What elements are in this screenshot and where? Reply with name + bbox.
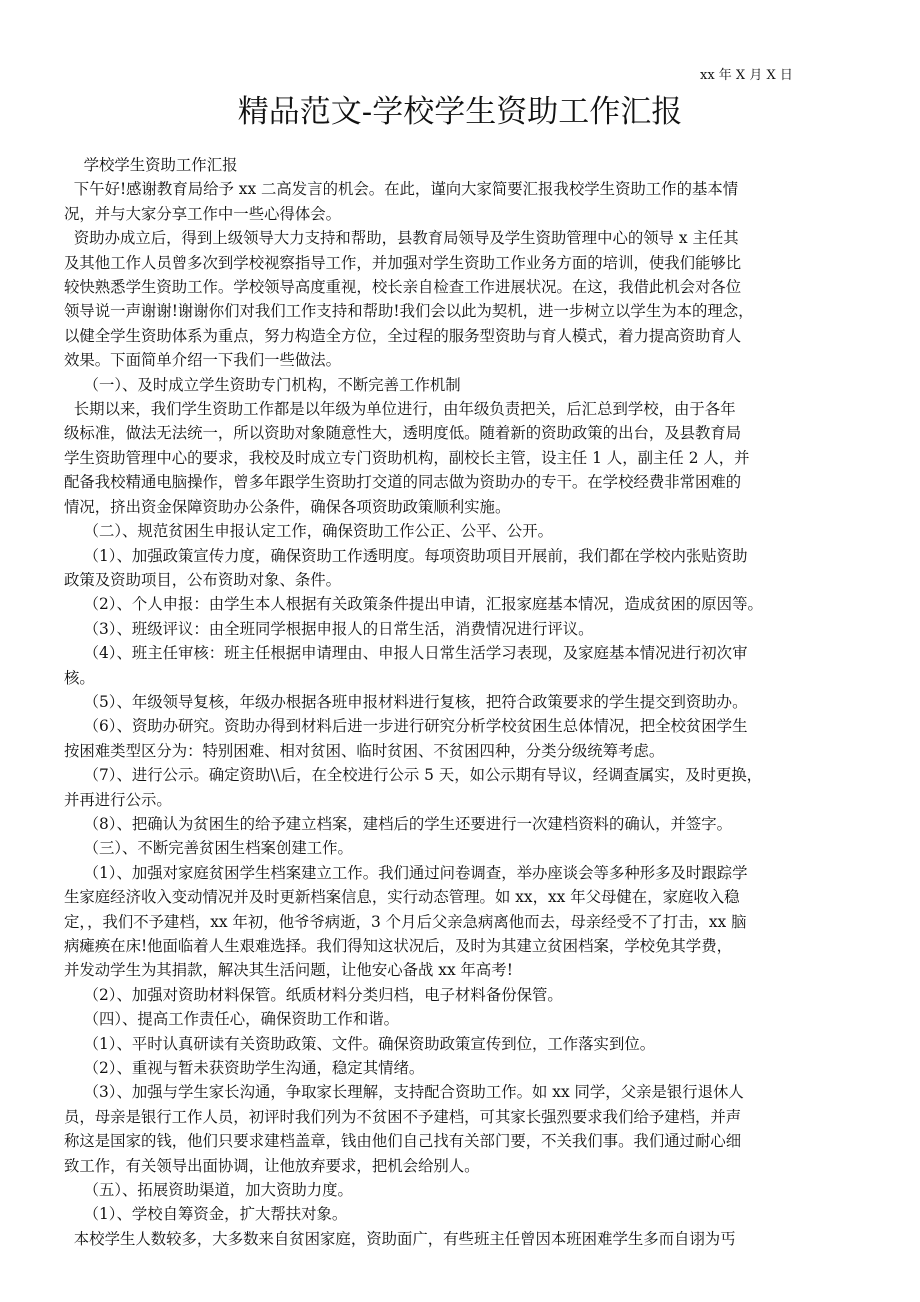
paragraph-line: 况，并与大家分享工作中一些心得体会。: [64, 204, 342, 223]
paragraph-line: 资助办成立后，得到上级领导大力支持和帮助，县教育局领导及学生资助管理中心的领导 x 主任其: [64, 229, 739, 248]
paragraph-line: （4）、班主任审核：班主任根据申请理由、申报人日常生活学习表现，及家庭基本情况进行初次审: [64, 644, 748, 663]
paragraph-line: 配备我校精通电脑操作，曾多年跟学生资助打交道的同志做为资助办的专干。在学校经费非常困难的: [64, 473, 742, 492]
paragraph-line: （6）、资助办研究。资助办得到材料后进一步进行研究分析学校贫困生总体情况，把全校贫困学生: [64, 717, 748, 736]
paragraph-line: （1）、加强对家庭贫困学生档案建立工作。我们通过问卷调查，举办座谈会等多种形多及时跟踪学: [64, 863, 748, 882]
paragraph-line: 并再进行公示。: [64, 790, 172, 809]
paragraph-line: 定，，我们不予建档，xx 年初，他爷爷病逝，3 个月后父亲急病离他而去，母亲经受不了打击，xx 脑: [64, 912, 747, 931]
paragraph-line: 本校学生人数较多，大多数来自贫困家庭，资助面广，有些班主任曾因本班困难学生多而自诩为丐: [64, 1229, 736, 1248]
paragraph-line: 病瘫痪在床!他面临着人生艰难选择。我们得知这状况后，及时为其建立贫困档案，学校免其学费，: [64, 937, 732, 955]
paragraph-line: 长期以来，我们学生资助工作都是以年级为单位进行，由年级负责把关，后汇总到学校，由于各年: [64, 400, 736, 419]
paragraph-line: 政策及资助项目，公布资助对象、条件。: [64, 570, 342, 589]
paragraph-line: （四）、提高工作责任心，确保资助工作和谐。: [64, 1010, 400, 1029]
paragraph-line: （一）、及时成立学生资助专门机构，不断完善工作机制: [64, 375, 461, 394]
paragraph-line: 致工作，有关领导出面协调，让他放弃要求，把机会给别人。: [64, 1156, 480, 1175]
paragraph-line: （2）、重视与暂未获资助学生沟通，稳定其情绪。: [64, 1059, 425, 1078]
paragraph-line: 较快熟悉学生资助工作。学校领导高度重视，校长亲自检查工作进展状况。在这，我借此机会对各位: [64, 278, 742, 297]
paragraph-line: 及其他工作人员曾多次到学校视察指导工作，并加强对学生资助工作业务方面的培训，使我们能够比: [64, 253, 742, 272]
document-date: xx 年 X 月 X 日: [700, 68, 793, 83]
paragraph-line: 情况，挤出资金保障资助办公条件，确保各项资助政策顺利实施。: [64, 497, 511, 516]
paragraph-line: 学生资助管理中心的要求，我校及时成立专门资助机构，副校长主管，设主任 1 人，副主任 2 人，并: [64, 448, 750, 467]
paragraph-line: 核。: [64, 668, 95, 687]
paragraph-line: 下午好!感谢教育局给予 xx 二高发言的机会。在此，谨向大家简要汇报我校学生资助工作的基本情: [64, 180, 739, 199]
paragraph-line: 并发动学生为其捐款，解决其生活问题，让他安心备战 xx 年高考!: [64, 961, 513, 980]
paragraph-line: 员，母亲是银行工作人员，初评时我们列为不贫困不予建档，可其家长强烈要求我们给予建档，并声: [64, 1107, 742, 1126]
paragraph-line: （1）、学校自筹资金，扩大帮扶对象。: [64, 1205, 348, 1224]
paragraph-line: （7）、进行公示。确定资助\\后，在全校进行公示 5 天，如公示期有导议，经调查属实，及时更换，: [64, 766, 763, 785]
paragraph-line: 称这是国家的钱，他们只要求建档盖章，钱由他们自己找有关部门要，不关我们事。我们通过耐心细: [64, 1132, 742, 1151]
document-title: 精品范文-学校学生资助工作汇报: [237, 94, 683, 130]
paragraph-line: （2）、个人申报：由学生本人根据有关政策条件提出申请，汇报家庭基本情况，造成贫困的原因等。: [64, 595, 763, 614]
paragraph-line: 按困难类型区分为：特别困难、相对贫困、临时贫困、不贫困四种，分类分级统筹考虑。: [64, 741, 665, 760]
paragraph-line: （三）、不断完善贫困生档案创建工作。: [64, 839, 353, 858]
paragraph-line: 以健全学生资助体系为重点，努力构造全方位，全过程的服务型资助与育人模式，着力提高资助育人: [64, 326, 742, 345]
paragraph-line: 领导说一声谢谢!谢谢你们对我们工作支持和帮助!我们会以此为契机，进一步树立以学生为本的理念，: [64, 302, 754, 321]
paragraph-line: （3）、加强与学生家长沟通，争取家长理解，支持配合资助工作。如 xx 同学，父亲是银行退休人: [64, 1083, 744, 1102]
paragraph-line: （5）、年级领导复核，年级办根据各班申报材料进行复核，把符合政策要求的学生提交到资助办。: [64, 692, 748, 711]
paragraph-line: （8）、把确认为贫困生的给予建立档案，建档后的学生还要进行一次建档资料的确认，并签字。: [64, 814, 733, 833]
paragraph-line: 学校学生资助工作汇报: [64, 156, 238, 174]
paragraph-line: 生家庭经济收入变动情况并及时更新档案信息，实行动态管理。如 xx，xx 年父母健在，家庭收入稳: [64, 888, 740, 907]
paragraph-line: （二）、规范贫困生申报认定工作，确保资助工作公正、公平、公开。: [64, 522, 553, 541]
paragraph-line: 效果。下面简单介绍一下我们一些做法。: [64, 351, 342, 370]
document-body: [64, 153, 864, 1251]
paragraph-line: （3）、班级评议：由全班同学根据申报人的日常生活，消费情况进行评议。: [64, 619, 594, 638]
paragraph-line: （五）、拓展资助渠道，加大资助力度。: [64, 1181, 353, 1200]
paragraph-line: （1）、平时认真研读有关资助政策、文件。确保资助政策宣传到位，工作落实到位。: [64, 1034, 656, 1053]
paragraph-line: （2）、加强对资助材料保管。纸质材料分类归档，电子材料备份保管。: [64, 985, 563, 1004]
paragraph-line: 级标准，做法无法统一，所以资助对象随意性大，透明度低。随着新的资助政策的出台，及县教育局: [64, 424, 742, 443]
paragraph-line: （1）、加强政策宣传力度，确保资助工作透明度。每项资助项目开展前，我们都在学校内张贴资助: [64, 546, 748, 565]
